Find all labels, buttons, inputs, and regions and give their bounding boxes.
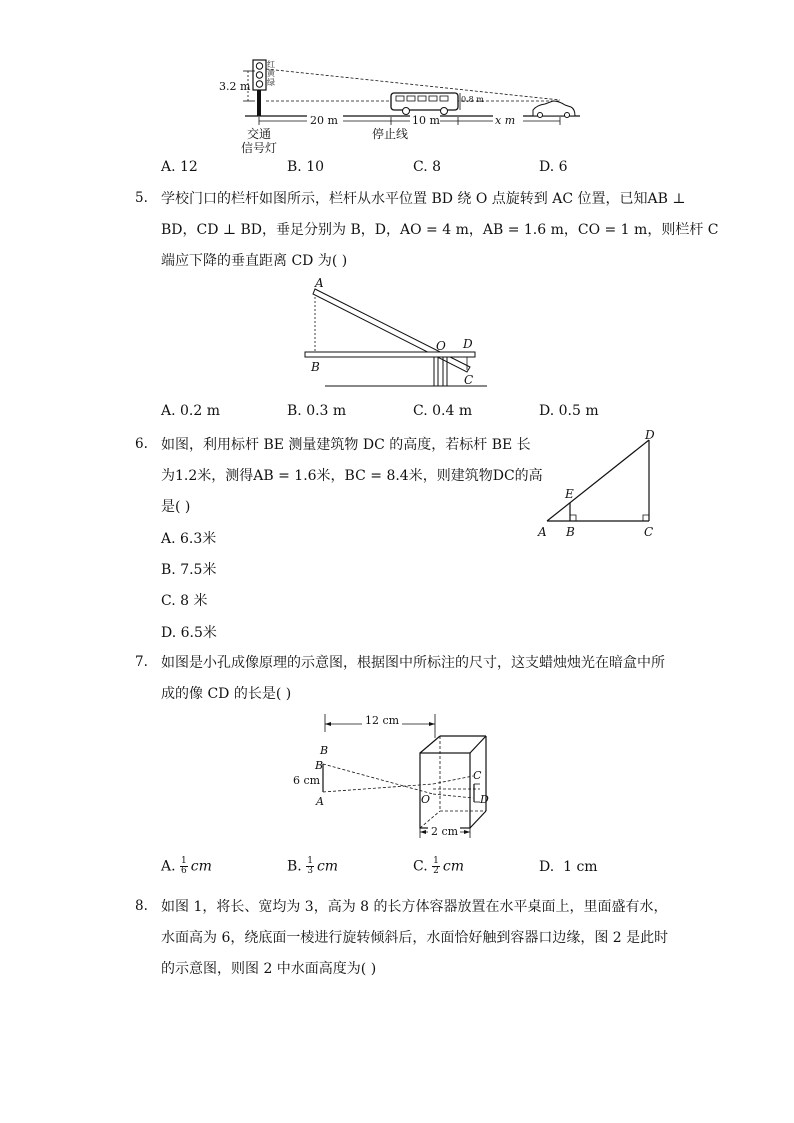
q5-option-a: A. 0.2 m xyxy=(161,403,221,419)
q7-option-b-den: 3 xyxy=(307,866,313,876)
q6-number: 6. xyxy=(135,436,148,452)
q7-option-d xyxy=(539,859,598,875)
q6-label-a: A xyxy=(538,525,547,539)
q4-option-c: C. 8 xyxy=(413,159,442,175)
q8-number: 8. xyxy=(135,898,148,914)
q7-option-a-label: A. xyxy=(161,858,176,875)
q7-side-dim: 6 cm xyxy=(293,774,321,787)
q7-label-b: B xyxy=(315,759,324,772)
q5-number: 5. xyxy=(135,190,148,206)
q4-stop-line-label: 停止线 xyxy=(372,127,409,141)
q7-option-c-num: 1 xyxy=(433,856,439,866)
q7-option-a-unit: cm xyxy=(190,858,212,875)
q7-option-a-den: 6 xyxy=(181,866,187,876)
q8-line-3: 的示意图，则图 2 中水面高度为( ) xyxy=(161,961,377,977)
q6-line-2: 为1.2米，测得AB = 1.6米，BC = 8.4米，则建筑物DC的高 xyxy=(161,468,543,484)
q4-figure xyxy=(215,55,585,155)
q7-option-c-unit: cm xyxy=(442,858,464,875)
q7-option-b-label: B. xyxy=(287,858,302,875)
q4-option-a: A. 12 xyxy=(161,159,198,175)
q5-label-c: C xyxy=(464,373,474,387)
q4-option-d: D. 6 xyxy=(539,159,568,175)
q6-option-c: C. 8 米 xyxy=(161,593,208,609)
q7-option-c xyxy=(413,857,464,876)
q6-option-b: B. 7.5米 xyxy=(161,562,217,578)
q7-option-b-unit: cm xyxy=(316,858,339,875)
q8-line-1: 如图 1，将长、宽均为 3，高为 8 的长方体容器放置在水平桌面上，里面盛有水， xyxy=(161,899,668,915)
q7-option-b-fraction xyxy=(306,857,314,876)
q7-option-a-num: 1 xyxy=(181,856,187,866)
q8-line-2: 水面高为 6，绕底面一棱进行旋转倾斜后，水面恰好触到容器口边缘，图 2 是此时 xyxy=(161,930,669,946)
q6-option-d: D. 6.5米 xyxy=(161,625,217,641)
q7-option-c-fraction xyxy=(432,857,440,876)
q5-option-c: C. 0.4 m xyxy=(413,403,473,419)
q7-label-c: C xyxy=(473,769,482,782)
q5-figure xyxy=(295,275,495,393)
q6-line-1: 如图，利用标杆 BE 测量建筑物 DC 的高度，若标杆 BE 长 xyxy=(161,437,531,453)
q7-line-2: 成的像 CD 的长是( ) xyxy=(161,686,292,702)
q4-bus-height-label: 0.8 m xyxy=(461,95,484,104)
q4-signal-label-1: 交通 xyxy=(247,127,272,141)
q4-option-b: B. 10 xyxy=(287,159,325,175)
q5-option-d: D. 0.5 m xyxy=(539,403,599,419)
q7-figure xyxy=(290,708,505,843)
q5-line-2: BD，CD ⊥ BD，垂足分别为 B，D，AO = 4 m，AB = 1.6 m，CO = 1 m，则栏杆 C xyxy=(161,222,719,238)
q4-light-red: 红 xyxy=(267,60,275,69)
q7-bottom-dim: 2 cm xyxy=(431,825,459,838)
q7-top-dim: 12 cm xyxy=(365,714,400,727)
q6-line-3: 是( ) xyxy=(161,499,191,515)
q7-number: 7. xyxy=(135,654,148,670)
q4-light-green: 绿 xyxy=(267,78,275,87)
q7-label-o: O xyxy=(421,793,431,806)
q5-line-3: 端应下降的垂直距离 CD 为( ) xyxy=(161,253,348,269)
q4-dist-3: x m xyxy=(495,114,516,127)
q7-option-a xyxy=(161,857,212,876)
q6-label-b: B xyxy=(566,525,575,539)
q7-option-c-den: 2 xyxy=(433,866,439,876)
q4-dist-1: 20 m xyxy=(310,114,338,127)
q5-line-1: 学校门口的栏杆如图所示，栏杆从水平位置 BD 绕 O 点旋转到 AC 位置，已知AB ⊥ xyxy=(161,191,686,207)
q7-option-a-fraction xyxy=(180,857,188,876)
q6-label-e: E xyxy=(565,487,574,501)
q7-option-d-text: 1 cm xyxy=(563,859,598,875)
q5-label-d: D xyxy=(463,337,473,351)
q6-label-c: C xyxy=(644,525,654,539)
q7-option-c-label: C. xyxy=(413,858,428,875)
q7-line-1: 如图是小孔成像原理的示意图，根据图中所标注的尺寸，这支蜡烛烛光在暗盒中所 xyxy=(161,655,665,671)
q7-option-d-label: D. xyxy=(539,859,555,875)
q5-label-b: B xyxy=(311,360,320,374)
q4-light-yellow: 黄 xyxy=(267,69,275,78)
q6-figure xyxy=(532,427,667,542)
q7-label-b-top: B xyxy=(320,744,329,757)
q7-label-a: A xyxy=(316,795,324,808)
q5-label-a: A xyxy=(315,276,324,290)
q5-label-o: O xyxy=(436,339,446,353)
q7-label-d: D xyxy=(480,793,489,806)
q4-height-label: 3.2 m xyxy=(219,80,251,93)
q5-option-b: B. 0.3 m xyxy=(287,403,347,419)
q4-dist-2: 10 m xyxy=(412,114,440,127)
q6-option-a: A. 6.3米 xyxy=(161,531,217,547)
q7-option-b xyxy=(287,857,338,876)
q7-option-b-num: 1 xyxy=(307,856,313,866)
q6-label-d: D xyxy=(645,428,655,442)
q4-signal-label-2: 信号灯 xyxy=(241,141,278,155)
